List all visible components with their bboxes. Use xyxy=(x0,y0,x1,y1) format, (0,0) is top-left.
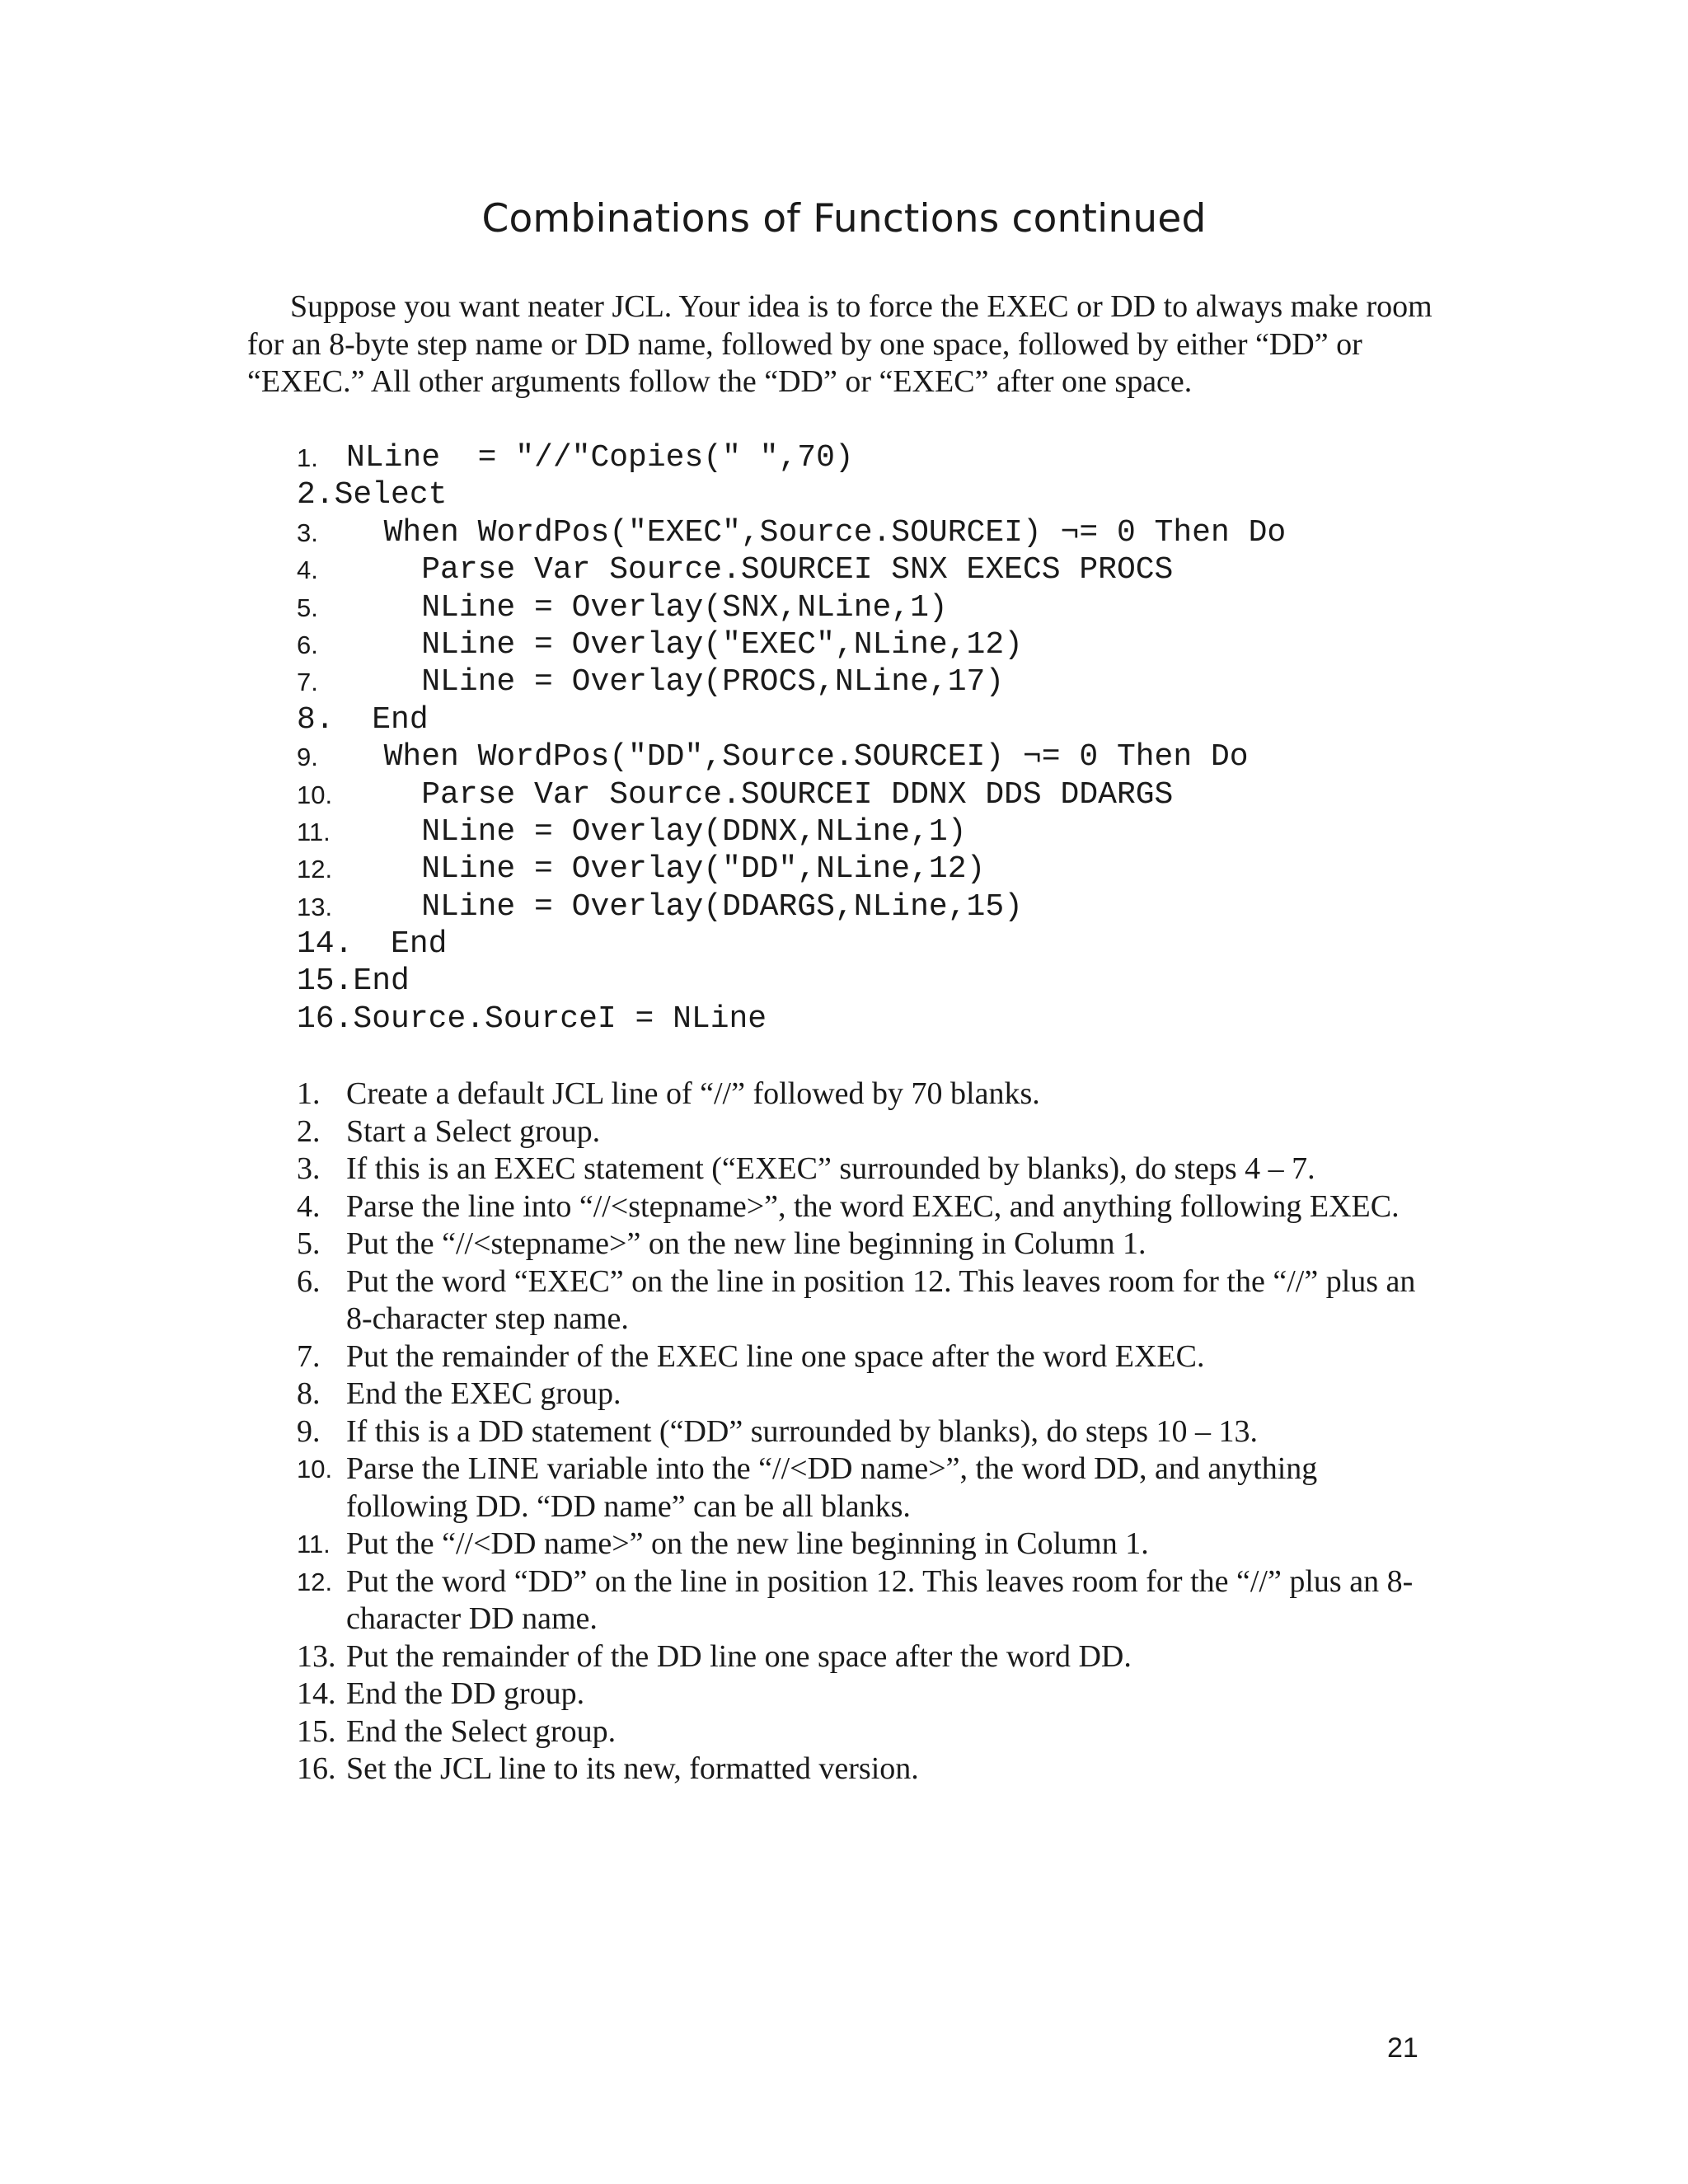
step-text: Put the word “EXEC” on the line in position 12. This leaves room for the “//” plus an 8-character step name. xyxy=(346,1263,1416,1336)
code-line-text: End xyxy=(353,963,410,1000)
list-item xyxy=(297,1076,1434,1113)
step-list xyxy=(297,1076,1434,1788)
step-number: 6. xyxy=(297,1263,321,1299)
list-item xyxy=(297,1713,1434,1751)
list-item xyxy=(297,1675,1434,1713)
code-line xyxy=(297,1001,1286,1038)
code-line xyxy=(297,926,1286,963)
list-item xyxy=(297,1376,1434,1413)
step-number: 13. xyxy=(297,1638,336,1674)
code-line-text: Select xyxy=(334,477,448,513)
step-number: 12. xyxy=(297,1567,333,1596)
code-line-text: NLine = Overlay(DDARGS,NLine,15) xyxy=(346,888,1023,925)
code-line xyxy=(297,663,1286,701)
code-line xyxy=(297,589,1286,626)
code-line-text: NLine = Overlay(DDNX,NLine,1) xyxy=(346,813,967,850)
code-line xyxy=(297,439,1286,476)
code-line xyxy=(297,963,1286,1000)
step-text: Put the “//<stepname>” on the new line beginning in Column 1. xyxy=(346,1226,1146,1261)
code-line-number: 3. xyxy=(297,518,318,547)
code-line-number: 5. xyxy=(297,593,318,622)
code-line xyxy=(297,776,1286,813)
code-line-text: Source.SourceI = NLine xyxy=(353,1001,767,1037)
code-line-text: NLine = Overlay(PROCS,NLine,17) xyxy=(346,664,1005,701)
step-number: 10. xyxy=(297,1455,333,1483)
step-text: End the EXEC group. xyxy=(346,1376,621,1411)
code-line-number: 9. xyxy=(297,743,318,772)
code-line-text: When WordPos("DD",Source.SOURCEI) ¬= 0 Then Do xyxy=(346,739,1249,776)
list-item xyxy=(297,1226,1434,1263)
code-line-number: 16. xyxy=(297,1001,354,1037)
code-line-number: 1. xyxy=(297,443,318,472)
code-line-number: 4. xyxy=(297,555,318,585)
code-line-text: End xyxy=(334,701,429,738)
code-line xyxy=(297,551,1286,588)
code-line-number: 14. xyxy=(297,926,354,963)
code-line xyxy=(297,701,1286,738)
code-line xyxy=(297,851,1286,888)
step-number: 2. xyxy=(297,1113,321,1149)
code-line-text: Parse Var Source.SOURCEI DDNX DDS DDARGS xyxy=(346,776,1174,813)
step-text: Start a Select group. xyxy=(346,1113,601,1149)
step-number: 11. xyxy=(297,1530,331,1558)
step-number: 1. xyxy=(297,1076,321,1111)
list-item xyxy=(297,1263,1434,1338)
step-text: End the DD group. xyxy=(346,1676,585,1711)
code-line-text: Parse Var Source.SOURCEI SNX EXECS PROCS xyxy=(346,552,1174,588)
code-line-number: 15. xyxy=(297,963,354,1000)
page-number: 21 xyxy=(1387,2032,1418,2064)
step-text: If this is a DD statement (“DD” surrounded by blanks), do steps 10 – 13. xyxy=(346,1413,1259,1449)
list-item xyxy=(297,1338,1434,1376)
step-text: Put the word “DD” on the line in position 12. This leaves room for the “//” plus an 8-character DD name. xyxy=(346,1563,1414,1636)
code-line-text: When WordPos("EXEC",Source.SOURCEI) ¬= 0 Then Do xyxy=(346,514,1287,551)
list-item xyxy=(297,1113,1434,1151)
code-line xyxy=(297,626,1286,663)
step-number: 4. xyxy=(297,1188,321,1224)
step-text: Parse the LINE variable into the “//<DD name>”, the word DD, and anything following DD. “DD name” can be all blanks. xyxy=(346,1451,1318,1524)
intro-paragraph: Suppose you want neater JCL. Your idea is to force the EXEC or DD to always make room for an 8-byte step name or DD name, followed by one space, followed by either “DD” or “EXEC.” All other arguments follow the “DD” or “EXEC” after one space. xyxy=(247,289,1432,399)
step-text: If this is an EXEC statement (“EXEC” surrounded by blanks), do steps 4 – 7. xyxy=(346,1151,1315,1186)
code-line-number: 6. xyxy=(297,630,318,659)
list-item xyxy=(297,1526,1434,1563)
step-text: Parse the line into “//<stepname>”, the word EXEC, and anything following EXEC. xyxy=(346,1188,1400,1224)
code-line xyxy=(297,476,1286,513)
code-line-number: 10. xyxy=(297,780,333,809)
list-item xyxy=(297,1451,1434,1526)
code-line xyxy=(297,738,1286,776)
step-text: End the Select group. xyxy=(346,1713,617,1749)
code-line-number: 12. xyxy=(297,855,333,884)
step-number: 9. xyxy=(297,1413,321,1449)
step-number: 5. xyxy=(297,1226,321,1261)
code-line-number: 2. xyxy=(297,477,335,513)
code-line xyxy=(297,514,1286,551)
code-line-number: 8. xyxy=(297,701,335,738)
code-listing xyxy=(297,439,1286,1038)
step-number: 8. xyxy=(297,1376,321,1411)
step-text: Set the JCL line to its new, formatted version. xyxy=(346,1751,919,1786)
step-number: 15. xyxy=(297,1713,336,1749)
code-line xyxy=(297,888,1286,926)
code-line-number: 7. xyxy=(297,668,318,697)
list-item xyxy=(297,1750,1434,1788)
list-item xyxy=(297,1188,1434,1226)
list-item xyxy=(297,1638,1434,1676)
code-line-number: 11. xyxy=(297,817,331,846)
code-line xyxy=(297,813,1286,851)
step-text: Put the remainder of the DD line one space after the word DD. xyxy=(346,1638,1132,1674)
code-line-text: End xyxy=(353,926,448,963)
page-title: Combinations of Functions continued xyxy=(481,196,1207,241)
list-item xyxy=(297,1563,1434,1638)
step-text: Put the “//<DD name>” on the new line beginning in Column 1. xyxy=(346,1526,1149,1561)
code-line-number: 13. xyxy=(297,892,333,921)
code-line-text: NLine = Overlay("DD",NLine,12) xyxy=(346,851,986,888)
step-text: Put the remainder of the EXEC line one space after the word EXEC. xyxy=(346,1338,1205,1374)
step-number: 14. xyxy=(297,1676,336,1711)
list-item xyxy=(297,1151,1434,1188)
step-number: 3. xyxy=(297,1151,321,1186)
code-line-text: NLine = Overlay(SNX,NLine,1) xyxy=(346,589,948,626)
step-number: 7. xyxy=(297,1338,321,1374)
step-number: 16. xyxy=(297,1751,336,1786)
code-line-text: NLine = "//"Copies(" ",70) xyxy=(346,440,854,476)
list-item xyxy=(297,1413,1434,1451)
step-text: Create a default JCL line of “//” followed by 70 blanks. xyxy=(346,1076,1040,1111)
code-line-text: NLine = Overlay("EXEC",NLine,12) xyxy=(346,626,1023,663)
